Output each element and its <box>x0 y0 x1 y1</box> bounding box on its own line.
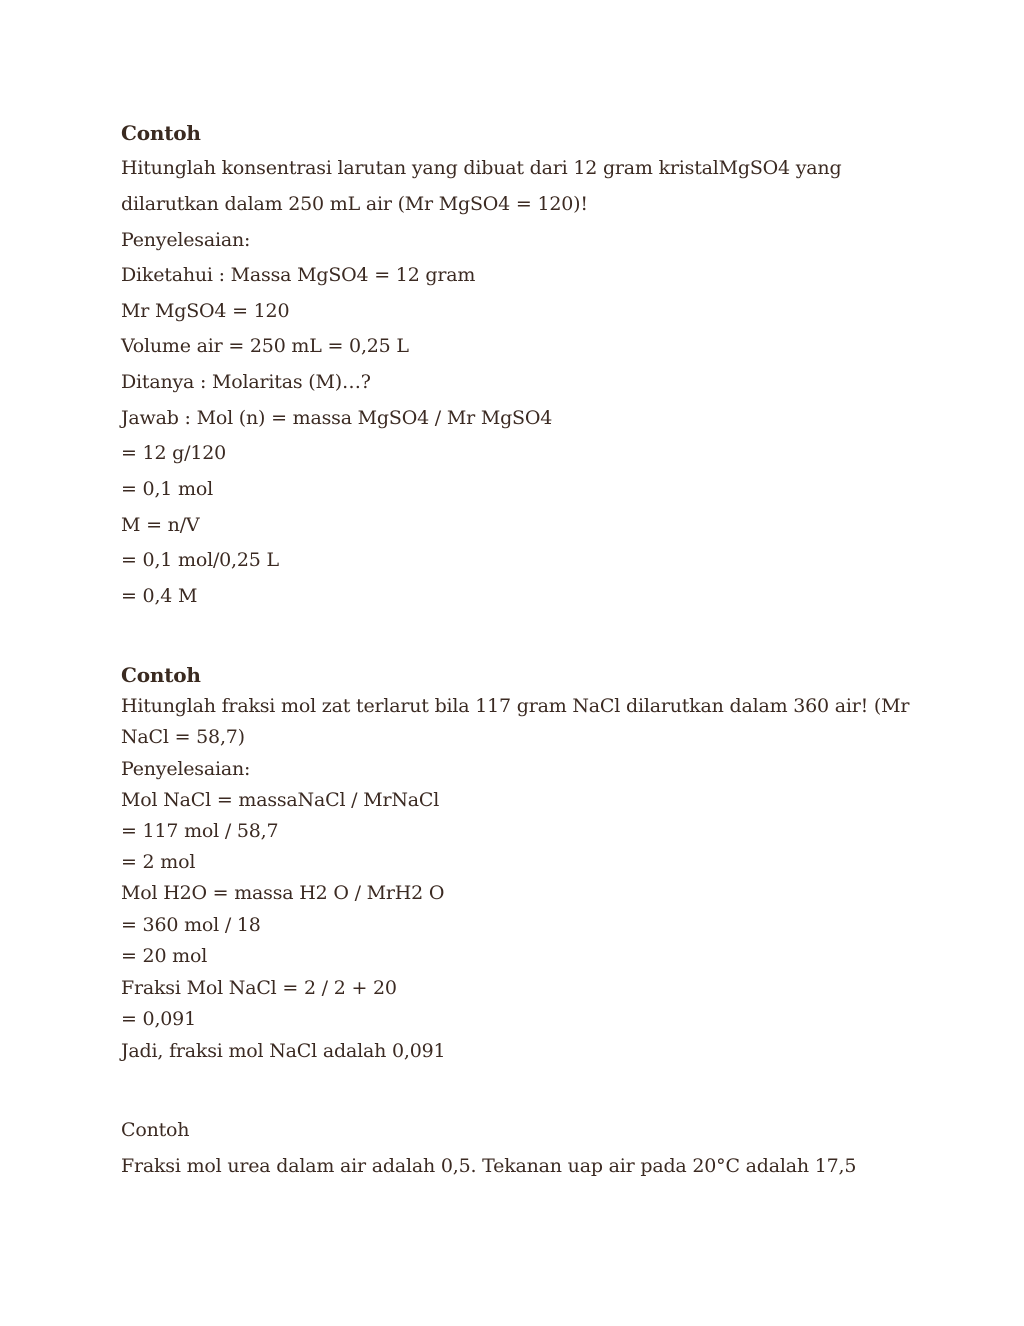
example3-line: Fraksi mol urea dalam air adalah 0,5. Tekanan uap air pada 20°C adalah 17,5 <box>121 1155 857 1177</box>
example2-line: Hitunglah fraksi mol zat terlarut bila 117 gram NaCl dilarutkan dalam 360 air! (Mr <box>121 695 910 717</box>
example1-line: Diketahui : Massa MgSO4 = 12 gram <box>121 264 476 286</box>
example2-line: = 0,091 <box>121 1008 196 1030</box>
example2-heading: Contoh <box>121 663 201 687</box>
example3-heading: Contoh <box>121 1119 190 1141</box>
example1-line: Mr MgSO4 = 120 <box>121 300 290 322</box>
example1-line: Hitunglah konsentrasi larutan yang dibuat dari 12 gram kristalMgSO4 yang <box>121 157 842 179</box>
example2-line: Mol H2O = massa H2 O / MrH2 O <box>121 882 445 904</box>
example2-line: = 20 mol <box>121 945 208 967</box>
example1-line: Volume air = 250 mL = 0,25 L <box>121 335 409 357</box>
example1-line: = 0,1 mol/0,25 L <box>121 549 279 571</box>
example2-line: Mol NaCl = massaNaCl / MrNaCl <box>121 789 440 811</box>
example1-line: Ditanya : Molaritas (M)…? <box>121 371 371 393</box>
example2-line: Jadi, fraksi mol NaCl adalah 0,091 <box>121 1040 446 1062</box>
example1-line: = 12 g/120 <box>121 442 227 464</box>
example1-line: Jawab : Mol (n) = massa MgSO4 / Mr MgSO4 <box>121 407 553 429</box>
example2-line: NaCl = 58,7) <box>121 726 245 748</box>
example1-line: = 0,1 mol <box>121 478 213 500</box>
example1-line: = 0,4 M <box>121 585 198 607</box>
example2-line: Penyelesaian: <box>121 758 251 780</box>
example1-line: dilarutkan dalam 250 mL air (Mr MgSO4 = 120)! <box>121 193 588 215</box>
example2-line: = 2 mol <box>121 851 196 873</box>
example2-line: = 360 mol / 18 <box>121 914 261 936</box>
example1-line: Penyelesaian: <box>121 229 251 251</box>
example1-heading: Contoh <box>121 121 201 145</box>
example2-line: Fraksi Mol NaCl = 2 / 2 + 20 <box>121 977 397 999</box>
example1-line: M = n/V <box>121 514 200 536</box>
example2-line: = 117 mol / 58,7 <box>121 820 279 842</box>
